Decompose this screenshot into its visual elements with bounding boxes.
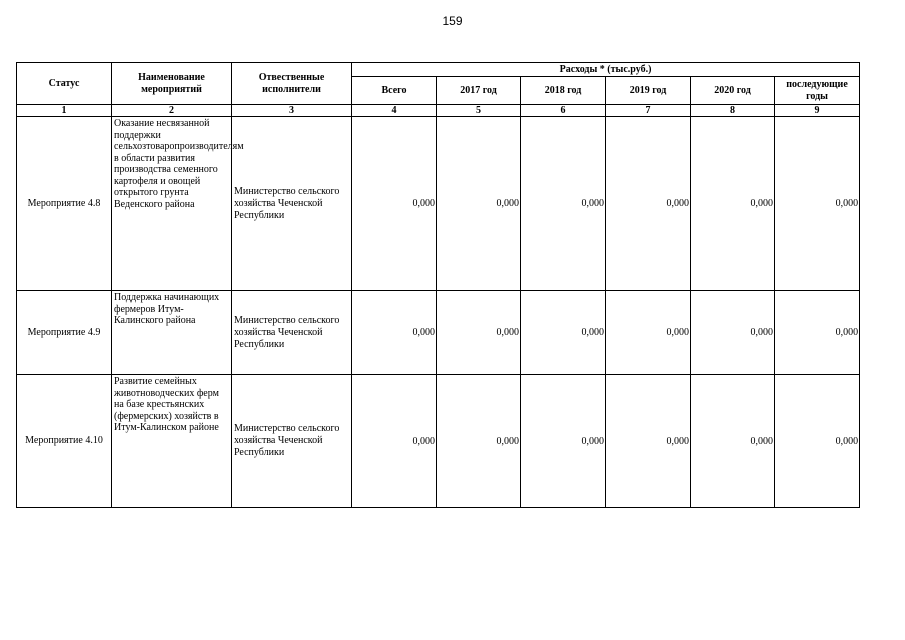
value-subsequent: 0,000 [775,291,860,375]
header-2017: 2017 год [437,77,521,105]
value-2020: 0,000 [691,291,775,375]
column-number: 1 [17,105,112,117]
value-2019: 0,000 [606,375,691,508]
event-name-cell: Поддержка начинающих фермеров Итум-Калинского района [112,291,232,375]
status-cell: Мероприятие 4.9 [17,291,112,375]
table-row [17,117,860,291]
value-2018: 0,000 [521,117,606,291]
responsible-cell: Министерство сельского хозяйства Чеченской Республики [232,375,352,508]
value-2017: 0,000 [437,117,521,291]
header-2020: 2020 год [691,77,775,105]
table-row [17,375,860,508]
value-2020: 0,000 [691,117,775,291]
column-numbers-row [17,105,860,117]
header-subsequent: последующие годы [775,77,860,105]
status-cell: Мероприятие 4.8 [17,117,112,291]
value-2019: 0,000 [606,117,691,291]
status-cell: Мероприятие 4.10 [17,375,112,508]
value-total: 0,000 [352,117,437,291]
value-total: 0,000 [352,375,437,508]
column-number: 3 [232,105,352,117]
value-subsequent: 0,000 [775,375,860,508]
column-number: 9 [775,105,860,117]
value-2018: 0,000 [521,291,606,375]
value-2017: 0,000 [437,291,521,375]
column-number: 6 [521,105,606,117]
header-responsible: Отвественные исполнители [232,63,352,105]
value-subsequent: 0,000 [775,117,860,291]
header-2018: 2018 год [521,77,606,105]
header-name: Наименование мероприятий [112,63,232,105]
value-2020: 0,000 [691,375,775,508]
column-number: 2 [112,105,232,117]
event-name-cell: Развитие семейных животноводческих ферм на базе крестьянских (фермерских) хозяйств в Итум-Калинском районе [112,375,232,508]
value-2018: 0,000 [521,375,606,508]
value-2019: 0,000 [606,291,691,375]
responsible-cell: Министерство сельского хозяйства Чеченской Республики [232,291,352,375]
expenses-table [16,62,860,508]
table-row [17,291,860,375]
header-expenses: Расходы * (тыс.руб.) [352,63,860,77]
column-number: 4 [352,105,437,117]
header-2019: 2019 год [606,77,691,105]
column-number: 7 [606,105,691,117]
event-name-cell: Оказание несвязанной поддержки сельхозтоваропроизводителям в области развития производства семенного картофеля и овощей открытого грунта Веденского района [112,117,232,291]
responsible-cell: Министерство сельского хозяйства Чеченской Республики [232,117,352,291]
page-number: 159 [442,14,463,28]
value-2017: 0,000 [437,375,521,508]
column-number: 5 [437,105,521,117]
header-total: Всего [352,77,437,105]
header-status: Статус [17,63,112,105]
column-number: 8 [691,105,775,117]
value-total: 0,000 [352,291,437,375]
